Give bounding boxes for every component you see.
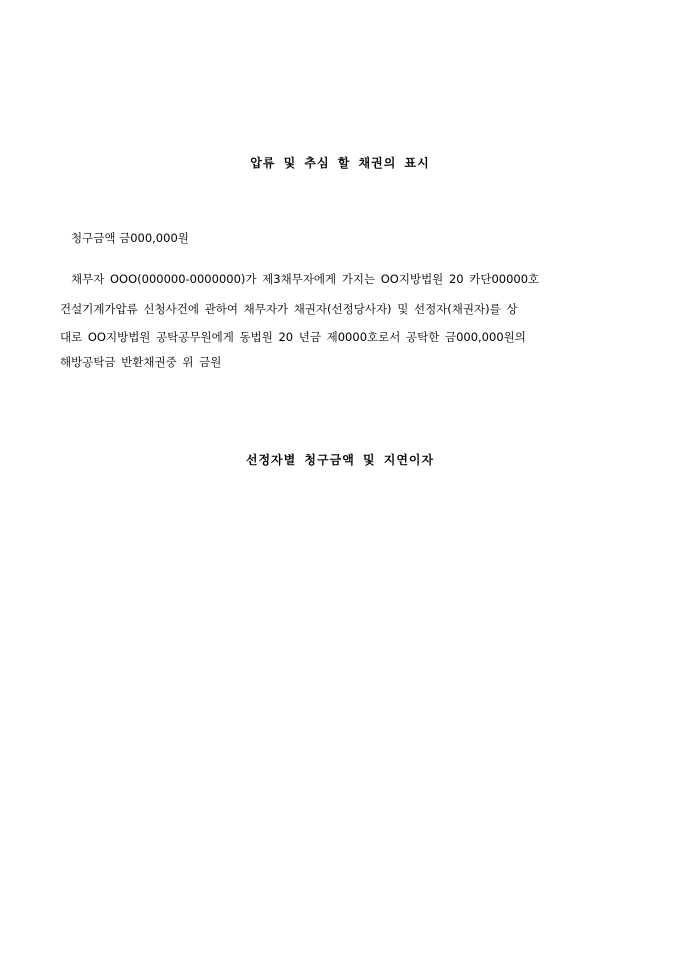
body-line-4: 해방공탁금 반환채권중 위 금원 [60, 355, 222, 369]
claim-amount: 청구금액 금000,000원 [71, 231, 189, 245]
body-line-3: 대로 OO지방법원 공탁공무원에게 동법원 20 년금 제0000호로서 공탁한 금000,000원의 [60, 330, 526, 344]
body-line-1: 채무자 OOO(000000-0000000)가 제3채무자에게 가지는 OO지방법원 20 카단00000호 [71, 272, 540, 286]
body-line-2: 건설기계가압류 신청사건에 관하여 채무자가 채권자(선정당사자) 및 선정자(채권자)를 상 [60, 302, 518, 316]
seizure-claim-title: 압류 및 추심 할 채권의 표시 [250, 156, 430, 170]
selector-claim-title: 선정자별 청구금액 및 지연이자 [245, 453, 435, 467]
